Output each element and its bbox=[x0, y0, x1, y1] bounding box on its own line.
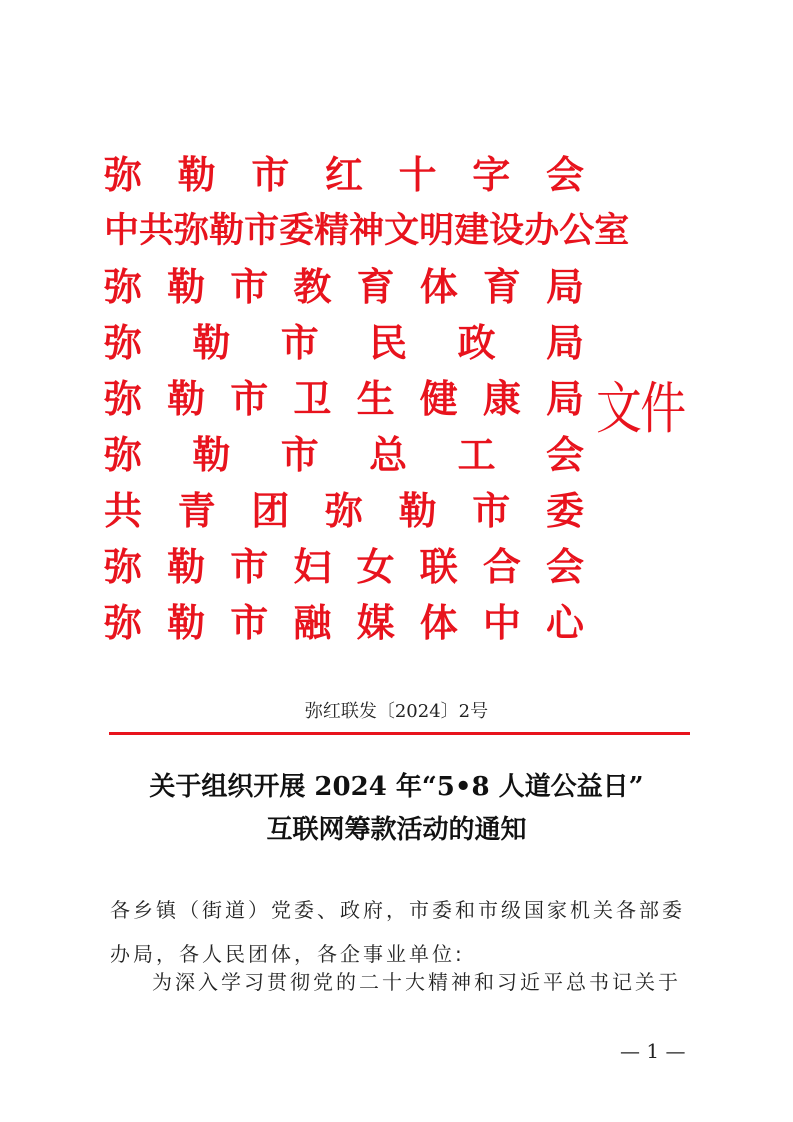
issuer-char: 弥 bbox=[104, 320, 143, 365]
issuer-char: 弥 bbox=[324, 488, 363, 533]
issuer-char: 建 bbox=[454, 210, 490, 251]
issuer-char: 市 bbox=[230, 376, 269, 421]
issuer-char: 字 bbox=[472, 152, 511, 197]
page-number: — 1 — bbox=[620, 1039, 686, 1063]
red-divider-line bbox=[109, 732, 690, 735]
issuer-char: 委 bbox=[545, 488, 584, 533]
issuer-row bbox=[104, 147, 584, 203]
document-type-label: 文件 bbox=[596, 377, 685, 442]
issuer-char: 女 bbox=[356, 544, 395, 589]
document-number: 弥红联发〔2024〕2号 bbox=[304, 701, 489, 722]
issuer-char: 勒 bbox=[192, 320, 231, 365]
issuer-char: 民 bbox=[369, 320, 408, 365]
issuer-char: 体 bbox=[419, 264, 458, 309]
issuer-char: 融 bbox=[293, 600, 332, 645]
issuer-char: 局 bbox=[545, 264, 584, 309]
issuer-char: 弥 bbox=[174, 210, 210, 251]
issuer-char: 健 bbox=[419, 376, 458, 421]
issuer-char: 红 bbox=[324, 152, 363, 197]
issuer-char: 弥 bbox=[104, 264, 143, 309]
issuer-char: 委 bbox=[279, 210, 315, 251]
issuer-char: 市 bbox=[280, 432, 319, 477]
issuer-char: 卫 bbox=[293, 376, 332, 421]
issuer-char: 弥 bbox=[104, 376, 143, 421]
issuer-char: 合 bbox=[482, 544, 521, 589]
issuer-char: 育 bbox=[356, 264, 395, 309]
issuer-char: 青 bbox=[177, 488, 216, 533]
issuer-char: 精 bbox=[314, 210, 350, 251]
issuer-char: 弥 bbox=[104, 544, 143, 589]
issuer-char: 市 bbox=[230, 544, 269, 589]
issuer-char: 市 bbox=[244, 210, 280, 251]
issuer-char: 文 bbox=[384, 210, 420, 251]
issuer-char: 局 bbox=[545, 320, 584, 365]
issuer-char: 共 bbox=[104, 488, 143, 533]
issuer-char: 弥 bbox=[104, 432, 143, 477]
issuer-row bbox=[104, 371, 584, 427]
issuer-char: 媒 bbox=[356, 600, 395, 645]
issuer-char: 勒 bbox=[177, 152, 216, 197]
issuer-char: 心 bbox=[545, 600, 584, 645]
issuer-char: 勒 bbox=[167, 600, 206, 645]
issuer-char: 明 bbox=[419, 210, 455, 251]
issuer-char: 团 bbox=[251, 488, 290, 533]
issuer-char: 勒 bbox=[209, 210, 245, 251]
issuer-char: 共 bbox=[139, 210, 175, 251]
issuer-char: 生 bbox=[356, 376, 395, 421]
issuer-char: 康 bbox=[482, 376, 521, 421]
notice-title-line-1: 关于组织开展 2024 年“5•8 人道公益日” bbox=[149, 772, 644, 802]
issuer-char: 勒 bbox=[167, 376, 206, 421]
issuer-row bbox=[104, 427, 584, 483]
issuer-row bbox=[104, 595, 584, 651]
issuer-char: 弥 bbox=[104, 152, 143, 197]
issuer-char: 工 bbox=[457, 432, 496, 477]
issuer-char: 市 bbox=[230, 264, 269, 309]
issuer-char: 局 bbox=[545, 376, 584, 421]
issuer-char: 总 bbox=[369, 432, 408, 477]
issuer-char: 勒 bbox=[192, 432, 231, 477]
issuer-char: 中 bbox=[482, 600, 521, 645]
issuer-row bbox=[104, 315, 584, 371]
issuer-char: 室 bbox=[594, 210, 630, 251]
issuer-row bbox=[104, 539, 584, 595]
issuer-char: 勒 bbox=[398, 488, 437, 533]
issuer-char: 勒 bbox=[167, 544, 206, 589]
issuer-char: 十 bbox=[398, 152, 437, 197]
issuer-char: 联 bbox=[419, 544, 458, 589]
issuer-char: 办 bbox=[524, 210, 560, 251]
issuer-char: 政 bbox=[457, 320, 496, 365]
issuer-char: 市 bbox=[251, 152, 290, 197]
issuer-char: 弥 bbox=[104, 600, 143, 645]
issuer-char: 会 bbox=[545, 544, 584, 589]
issuer-char: 妇 bbox=[293, 544, 332, 589]
issuer-row bbox=[104, 259, 584, 315]
issuer-char: 神 bbox=[349, 210, 385, 251]
issuer-char: 体 bbox=[419, 600, 458, 645]
salutation-paragraph: 各乡镇（街道）党委、政府，市委和市级国家机关各部委办局，各人民团体，各企事业单位: bbox=[110, 898, 685, 966]
issuer-char: 市 bbox=[472, 488, 511, 533]
issuer-char: 育 bbox=[482, 264, 521, 309]
issuer-char: 设 bbox=[489, 210, 525, 251]
body-paragraph: 为深入学习贯彻党的二十大精神和习近平总书记关于 bbox=[152, 970, 681, 994]
issuer-list bbox=[104, 147, 630, 651]
issuer-char: 教 bbox=[293, 264, 332, 309]
issuer-char: 会 bbox=[545, 152, 584, 197]
issuer-char: 中 bbox=[104, 210, 140, 251]
issuer-row bbox=[104, 203, 630, 259]
notice-title-line-2: 互联网筹款活动的通知 bbox=[266, 815, 527, 845]
issuer-char: 会 bbox=[545, 432, 584, 477]
issuer-char: 市 bbox=[280, 320, 319, 365]
issuer-char: 勒 bbox=[167, 264, 206, 309]
issuer-char: 市 bbox=[230, 600, 269, 645]
issuer-row bbox=[104, 483, 584, 539]
issuer-char: 公 bbox=[559, 210, 595, 251]
